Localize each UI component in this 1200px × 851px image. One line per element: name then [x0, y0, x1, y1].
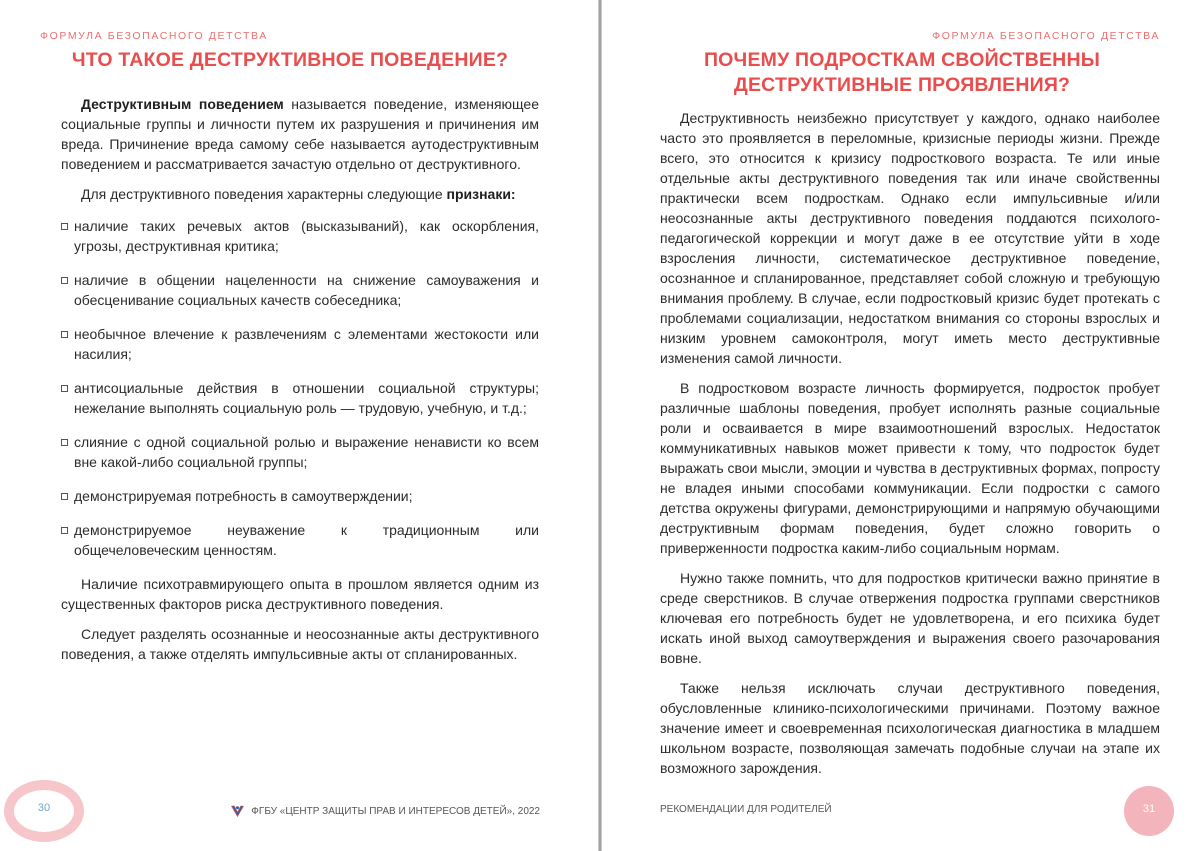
list-item: наличие в общении нацеленности на снижение самоуважения и обесценивание социальных качеств собеседника;: [61, 270, 539, 310]
signs-lead-bold: признаки:: [446, 186, 516, 202]
title-line: ПОЧЕМУ ПОДРОСТКАМ СВОЙСТВЕННЫ: [703, 49, 1101, 71]
page-number-badge: [4, 780, 84, 842]
page-number: 31: [1142, 803, 1156, 815]
square-bullet-icon: [61, 439, 68, 446]
center-logo-icon: [230, 804, 245, 819]
list-item: демонстрируемое неуважение к традиционным или общечеловеческим ценностям.: [61, 520, 539, 560]
signs-lead: Для деструктивного поведения характерны следующие: [81, 186, 447, 202]
right-body-text: [660, 108, 1160, 788]
signs-list: [61, 216, 539, 560]
left-page: [0, 0, 598, 851]
page-number: 30: [37, 802, 51, 814]
list-item: слияние с одной социальной ролью и выражение ненависти ко всем вне какой-либо социальной группы;: [61, 432, 539, 472]
list-item: демонстрируемая потребность в самоутверждении;: [61, 486, 539, 506]
distinguish-paragraph: Следует разделять осознанные и неосознанные акты деструктивного поведения, а также отделять импульсивные акты от спланированных.: [61, 626, 539, 662]
footer: [230, 804, 540, 819]
square-bullet-icon: [61, 223, 68, 230]
paragraph: В подростковом возрасте личность формируется, подросток пробует различные шаблоны поведения, пробует исполнять разные социальные роли и осваивается в мире взаимоотношений взрослых. Недостаток коммуникативных навыков может привести к тому, что подросток будет выражать свои мысли, эмоции и чувства в деструктивных формах, попросту не владея иными способами коммуникации. Если подростки с самого детства окружены фигурами, демонстрирующими и напрямую обучающими деструктивным формам поведения, будет сложно говорить о приверженности подростка каким-либо социальным нормам.: [660, 380, 1160, 556]
left-body-text: [61, 94, 539, 674]
title-line: ДЕСТРУКТИВНЫЕ ПРОЯВЛЕНИЯ?: [733, 74, 1071, 96]
square-bullet-icon: [61, 527, 68, 534]
signs-lead-paragraph: [61, 184, 539, 204]
paragraph: Нужно также помнить, что для подростков критически важно принятие в среде сверстников. В случае отвержения подростка группами сверстников ключевая его потребность будет не удовлетворена, и его психика будет искать иной выход самоутверждения и выражения своего разочарования вовне.: [660, 570, 1160, 666]
running-head: ФОРМУЛА БЕЗОПАСНОГО ДЕТСТВА: [932, 30, 1160, 42]
footer-text: ФГБУ «ЦЕНТР ЗАЩИТЫ ПРАВ И ИНТЕРЕСОВ ДЕТЕЙ», 2022: [251, 806, 540, 817]
page-title: ЧТО ТАКОЕ ДЕСТРУКТИВНОЕ ПОВЕДЕНИЕ?: [71, 49, 509, 71]
footer: РЕКОМЕНДАЦИИ ДЛЯ РОДИТЕЛЕЙ: [660, 804, 832, 815]
page-title: [642, 48, 1162, 98]
square-bullet-icon: [61, 331, 68, 338]
list-item: необычное влечение к развлечениям с элементами жестокости или насилия;: [61, 324, 539, 364]
intro-term: Деструктивным поведением: [81, 96, 284, 112]
trauma-paragraph: Наличие психотравмирующего опыта в прошлом является одним из существенных факторов риска деструктивного поведения.: [61, 576, 539, 612]
list-item: наличие таких речевых актов (высказываний), как оскорбления, угрозы, деструктивная критика;: [61, 216, 539, 256]
right-page: [602, 0, 1200, 851]
square-bullet-icon: [61, 277, 68, 284]
list-item: антисоциальные действия в отношении социальной структуры; нежелание выполнять социальную роль — трудовую, учебную, и т.д.;: [61, 378, 539, 418]
paragraph: Деструктивность неизбежно присутствует у каждого, однако наиболее часто это проявляется в переломные, кризисные периоды жизни. Прежде всего, это относится к кризису подросткового возраста. Те или иные отдельные акты деструктивного поведения так или иначе свойственны практически всем подросткам. Однако если импульсивные и/или неосознанные акты деструктивного поведения поддаются психолого-педагогической коррекции и могут даже в ее отсутствие уйти в ходе взросления личности, систематическое деструктивное поведение, осознанное и спланированное, представляет собой сложную и требующую внимания проблему. В случае, если подростковый кризис будет протекать с проблемами социализации, недостатком внимания со стороны взрослых и низким уровнем самоконтроля, могут иметь место деструктивные изменения самой личности.: [660, 110, 1160, 366]
paragraph: Также нельзя исключать случаи деструктивного поведения, обусловленные клинико-психологическими причинами. Поэтому важное значение имеет и своевременная психологическая диагностика в младшем школьном возрасте, позволяющая замечать подобные случаи на этапе их возможного зарождения.: [660, 680, 1160, 776]
page-number-badge: [1124, 786, 1174, 836]
square-bullet-icon: [61, 385, 68, 392]
intro-paragraph: [61, 94, 539, 174]
square-bullet-icon: [61, 493, 68, 500]
running-head: ФОРМУЛА БЕЗОПАСНОГО ДЕТСТВА: [40, 30, 268, 42]
intro-definition: называется поведение, изменяющее социальные группы и личности путем их разрушения и причинения им вреда. Причинение вреда самому себе называется аутодеструктивным поведением и рассматривается зачастую отдельно от деструктивного.: [61, 96, 539, 172]
